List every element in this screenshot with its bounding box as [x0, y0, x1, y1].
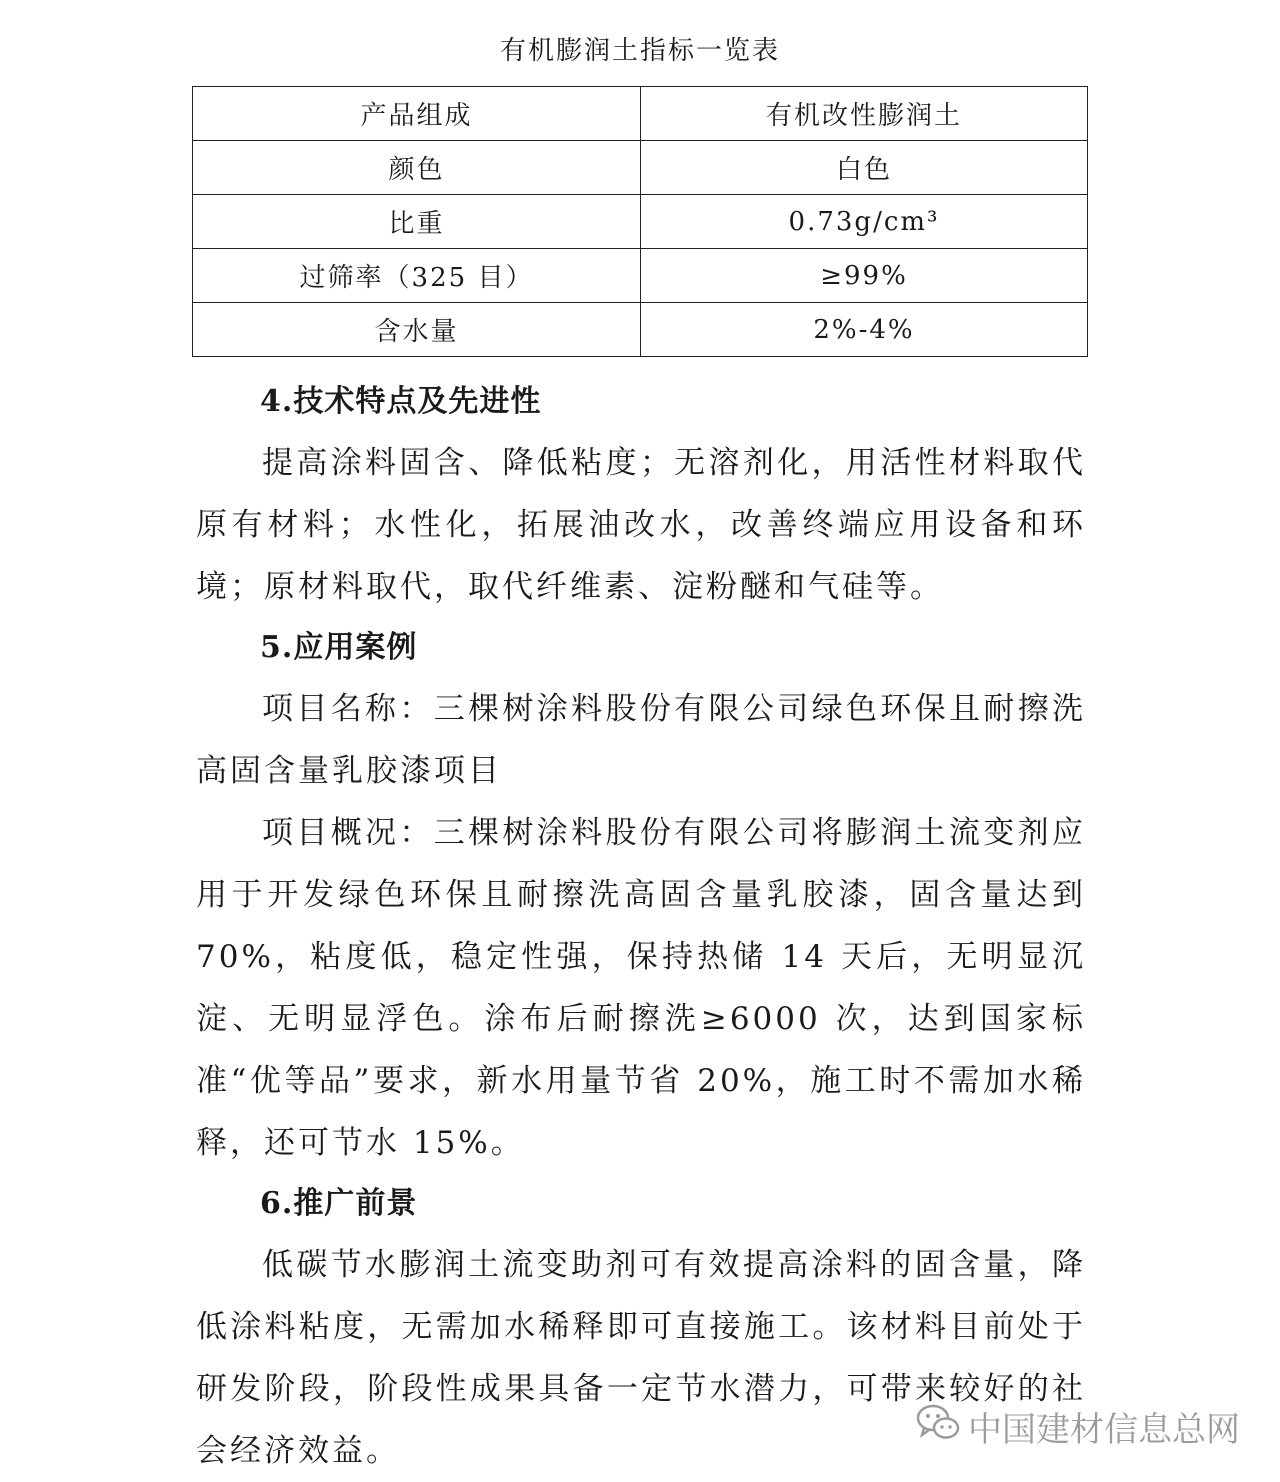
paragraph: 项目概况：三棵树涂料股份有限公司将膨润土流变剂应用于开发绿色环保且耐擦洗高固含量乳胶漆，固含量达到70%，粘度低，稳定性强，保持热储 14 天后，无明显沉淀、无明显浮色。涂布后耐擦洗≥6000 次，达到国家标准“优等品”要求，新水用量节省 20%，施工时不需加水稀释，还可节水 15%。: [196, 815, 1086, 1161]
table-row: [193, 195, 1088, 249]
table-cell: 白色: [641, 141, 1088, 195]
section-heading: 5.应用案例: [260, 630, 418, 665]
table-cell: ≥99%: [641, 249, 1088, 303]
table-cell: 比重: [193, 195, 641, 249]
table-row: [193, 141, 1088, 195]
table-cell: 过筛率（325 目）: [193, 249, 641, 303]
watermark-text: 中国建材信息总网: [968, 1410, 1240, 1450]
table-cell: 产品组成: [193, 87, 641, 141]
paragraph: 低碳节水膨润土流变助剂可有效提高涂料的固含量，降低涂料粘度，无需加水稀释即可直接施工。该材料目前处于研发阶段，阶段性成果具备一定节水潜力，可带来较好的社会经济效益。: [196, 1247, 1086, 1469]
table-cell: 颜色: [193, 141, 641, 195]
table-cell: 0.73g/cm³: [641, 195, 1088, 249]
table-caption: 有机膨润土指标一览表: [499, 36, 780, 66]
table-cell: 含水量: [193, 303, 641, 357]
paragraph: 提高涂料固含、降低粘度；无溶剂化，用活性材料取代原有材料；水性化，拓展油改水，改善终端应用设备和环境；原材料取代，取代纤维素、淀粉醚和气硅等。: [196, 445, 1086, 605]
section-heading: 4.技术特点及先进性: [260, 384, 542, 419]
paragraph: 项目名称：三棵树涂料股份有限公司绿色环保且耐擦洗高固含量乳胶漆项目: [196, 691, 1086, 789]
document-body: [196, 372, 1086, 1482]
spec-table: [192, 86, 1088, 357]
watermark: [916, 1402, 1240, 1451]
wechat-icon: [916, 1402, 960, 1451]
table-row: [193, 303, 1088, 357]
table-cell: 2%-4%: [641, 303, 1088, 357]
section-heading: 6.推广前景: [260, 1186, 418, 1221]
table-cell: 有机改性膨润土: [641, 87, 1088, 141]
table-row: [193, 87, 1088, 141]
table-row: [193, 249, 1088, 303]
